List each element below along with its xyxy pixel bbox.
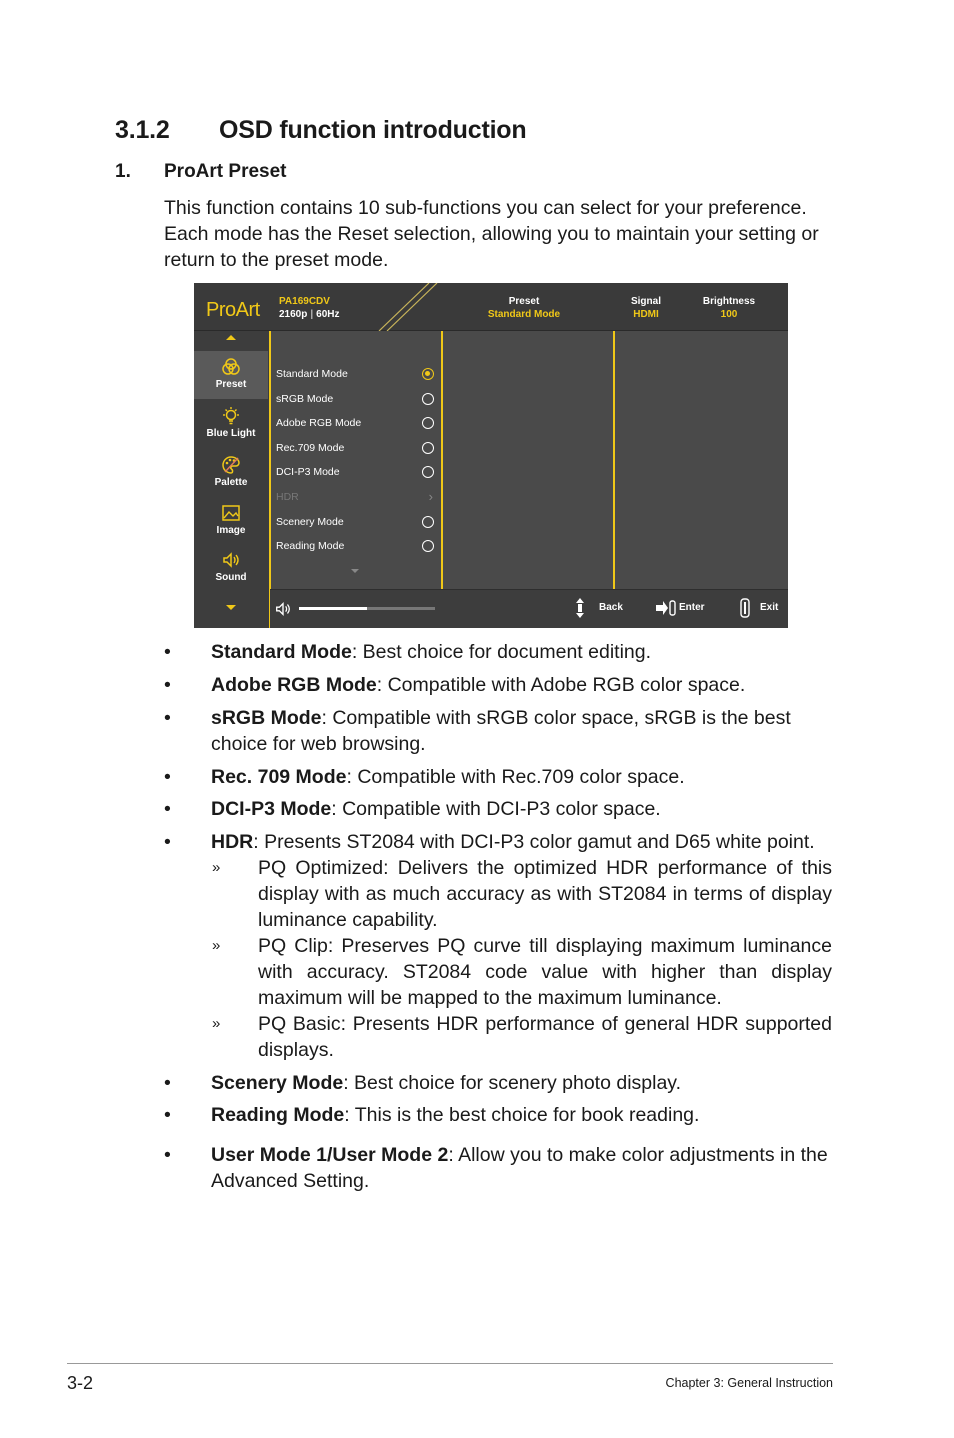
item-number: 1.	[115, 161, 131, 182]
bullet-desc: : Allow you to make color adjustments in the Advanced Setting.	[211, 1144, 828, 1192]
radio-icon[interactable]	[422, 417, 434, 429]
resolution: 2160p	[279, 309, 308, 320]
bullet-desc: : Compatible with DCI-P3 color space.	[331, 798, 661, 820]
bullet-term: User Mode 1/User Mode 2	[211, 1144, 449, 1166]
section-title: OSD function introduction	[219, 116, 527, 144]
bullet-desc: : Compatible with Adobe RGB color space.	[376, 674, 746, 696]
radio-icon[interactable]	[422, 442, 434, 454]
osd-control-bar	[270, 589, 788, 628]
bullet-term: Standard Mode	[211, 641, 352, 663]
sub-text: PQ Clip: Preserves PQ curve till displaying maximum luminance with accuracy. ST2084 code value with higher than display maximum will be mapped to the maximum luminance.	[258, 935, 832, 1009]
sidebar-item-image[interactable]	[194, 497, 268, 545]
menu-item-label: Standard Mode	[276, 368, 348, 380]
menu-item-label: HDR	[276, 490, 299, 503]
volume-icon	[274, 600, 292, 618]
signal-label: Signal	[630, 296, 661, 307]
radio-icon[interactable]	[422, 540, 434, 552]
section-heading	[115, 116, 526, 145]
osd-sidebar	[194, 331, 270, 628]
bullet-term: DCI-P3 Mode	[211, 798, 332, 820]
exit-button-icon	[740, 598, 750, 618]
radio-icon[interactable]	[422, 466, 434, 478]
item-title: ProArt Preset	[164, 161, 287, 182]
bullet-term: Rec. 709 Mode	[211, 766, 347, 788]
image-icon	[221, 503, 241, 523]
radio-selected-icon[interactable]	[422, 368, 434, 380]
bullet-term: Adobe RGB Mode	[211, 674, 377, 696]
sidebar-item-palette[interactable]	[194, 449, 268, 497]
model-name: PA169CDV	[279, 296, 330, 307]
bullet-marker: •	[164, 798, 171, 820]
column-divider-2	[613, 331, 615, 589]
brightness-label: Brightness	[702, 296, 756, 307]
scroll-up-icon[interactable]	[226, 335, 236, 340]
menu-item-label: sRGB Mode	[276, 392, 334, 405]
hdr-sub-pq-optimized	[212, 855, 832, 933]
proart-logo: ProArt	[206, 299, 260, 321]
menu-item-rec709-mode[interactable]	[276, 436, 436, 461]
bullet-marker: •	[164, 1144, 171, 1166]
menu-item-dci-p3-mode[interactable]	[276, 460, 436, 485]
sidebar-item-blue-light[interactable]	[194, 400, 268, 448]
sub-text: PQ Basic: Presents HDR performance of general HDR supported displays.	[258, 1013, 832, 1061]
chapter-title: Chapter 3: General Instruction	[665, 1376, 833, 1390]
exit-label: Exit	[760, 602, 779, 613]
joystick-updown-icon	[574, 597, 586, 619]
bullet-standard-mode	[164, 639, 833, 665]
sidebar-label: Sound	[215, 572, 247, 583]
refresh-rate: 60Hz	[316, 309, 340, 320]
hdr-sub-pq-basic	[212, 1011, 832, 1063]
brightness-status	[694, 295, 764, 321]
preset-menu	[276, 362, 436, 559]
sidebar-divider	[269, 331, 271, 628]
enter-label: Enter	[679, 602, 705, 613]
bullet-adobe-rgb-mode	[164, 672, 833, 698]
palette-icon	[221, 455, 241, 475]
menu-item-hdr[interactable]	[276, 485, 436, 510]
menu-item-adobe-rgb-mode[interactable]	[276, 411, 436, 436]
brightness-value: 100	[720, 309, 738, 320]
bullet-marker: •	[164, 1104, 171, 1126]
bullet-scenery-mode	[164, 1070, 833, 1096]
speaker-icon	[221, 550, 241, 570]
bulb-icon	[221, 406, 241, 426]
joystick-enter-icon	[655, 598, 677, 618]
menu-item-label: Scenery Mode	[276, 515, 344, 528]
hdr-sub-pq-clip	[212, 933, 832, 1011]
preset-status	[464, 295, 584, 321]
radio-icon[interactable]	[422, 516, 434, 528]
bullet-marker: •	[164, 674, 171, 696]
sub-marker: »	[212, 937, 221, 954]
menu-item-label: Adobe RGB Mode	[276, 417, 362, 430]
osd-screenshot	[194, 283, 788, 628]
menu-scroll-down-icon[interactable]	[351, 569, 359, 573]
menu-item-srgb-mode[interactable]	[276, 387, 436, 412]
bullet-desc: : Best choice for scenery photo display.	[343, 1072, 682, 1094]
bullet-term: Scenery Mode	[211, 1072, 344, 1094]
section-number: 3.1.2	[115, 116, 170, 144]
menu-item-reading-mode[interactable]	[276, 534, 436, 559]
preset-label: Preset	[508, 296, 540, 307]
bullet-reading-mode	[164, 1102, 833, 1128]
menu-item-label: DCI-P3 Mode	[276, 466, 340, 479]
bullet-desc: : Compatible with Rec.709 color space.	[346, 766, 685, 788]
sidebar-label: Preset	[215, 379, 247, 390]
menu-item-scenery-mode[interactable]	[276, 510, 436, 535]
bullet-dci-p3-mode	[164, 796, 833, 822]
menu-item-label: Reading Mode	[276, 540, 345, 553]
bullet-term: Reading Mode	[211, 1104, 345, 1126]
page-number: 3-2	[67, 1373, 94, 1393]
osd-header	[194, 283, 788, 331]
bullet-term: HDR	[211, 831, 254, 853]
signal-value: HDMI	[633, 309, 659, 320]
bullet-rec709-mode	[164, 764, 833, 790]
bullet-desc: : Best choice for document editing.	[351, 641, 652, 663]
preset-icon	[221, 357, 241, 377]
bullet-marker: •	[164, 641, 171, 663]
sidebar-label: Blue Light	[206, 428, 256, 439]
signal-format: 2160p | 60Hz	[279, 309, 340, 320]
volume-fill	[299, 607, 367, 610]
sub-text: PQ Optimized: Delivers the optimized HDR performance of this display with as much accuracy as with ST2084 in terms of display luminance capability.	[258, 857, 832, 931]
footer-divider	[67, 1363, 833, 1364]
diagonal-decoration	[377, 283, 447, 331]
sub-marker: »	[212, 1015, 221, 1032]
bullet-desc: : This is the best choice for book reading.	[344, 1104, 700, 1126]
menu-item-label: Rec.709 Mode	[276, 441, 345, 454]
bullet-marker: •	[164, 831, 171, 853]
bullet-marker: •	[164, 766, 171, 788]
preset-value: Standard Mode	[487, 309, 561, 320]
back-label: Back	[599, 602, 623, 613]
sidebar-item-preset[interactable]	[194, 351, 268, 399]
volume-slider[interactable]	[299, 607, 435, 610]
bullet-marker: •	[164, 707, 171, 729]
bullet-hdr	[164, 829, 833, 855]
radio-icon[interactable]	[422, 393, 434, 405]
bullet-term: sRGB Mode	[211, 707, 322, 729]
menu-item-standard-mode[interactable]	[276, 362, 436, 387]
intro-paragraph: This function contains 10 sub-functions you can select for your preference. Each mode has the Reset selection, allowing you to maintain your setting or return to the preset mode.	[164, 197, 819, 271]
model-info	[279, 295, 340, 321]
column-divider-1	[441, 331, 443, 589]
bullet-marker: •	[164, 1072, 171, 1094]
bullet-srgb-mode	[164, 705, 833, 757]
sidebar-label: Palette	[214, 477, 248, 488]
scroll-down-icon[interactable]	[226, 605, 236, 610]
bullet-desc: : Compatible with sRGB color space, sRGB is the best choice for web browsing.	[211, 707, 791, 755]
signal-status	[616, 295, 676, 321]
sidebar-label: Image	[216, 525, 246, 536]
sidebar-item-sound[interactable]	[194, 544, 268, 592]
chevron-right-icon: ›	[428, 488, 433, 504]
bullet-desc: : Presents ST2084 with DCI-P3 color gamut and D65 white point.	[253, 831, 815, 853]
item-heading	[115, 161, 287, 183]
sub-marker: »	[212, 859, 221, 876]
bullet-user-mode	[164, 1142, 833, 1194]
